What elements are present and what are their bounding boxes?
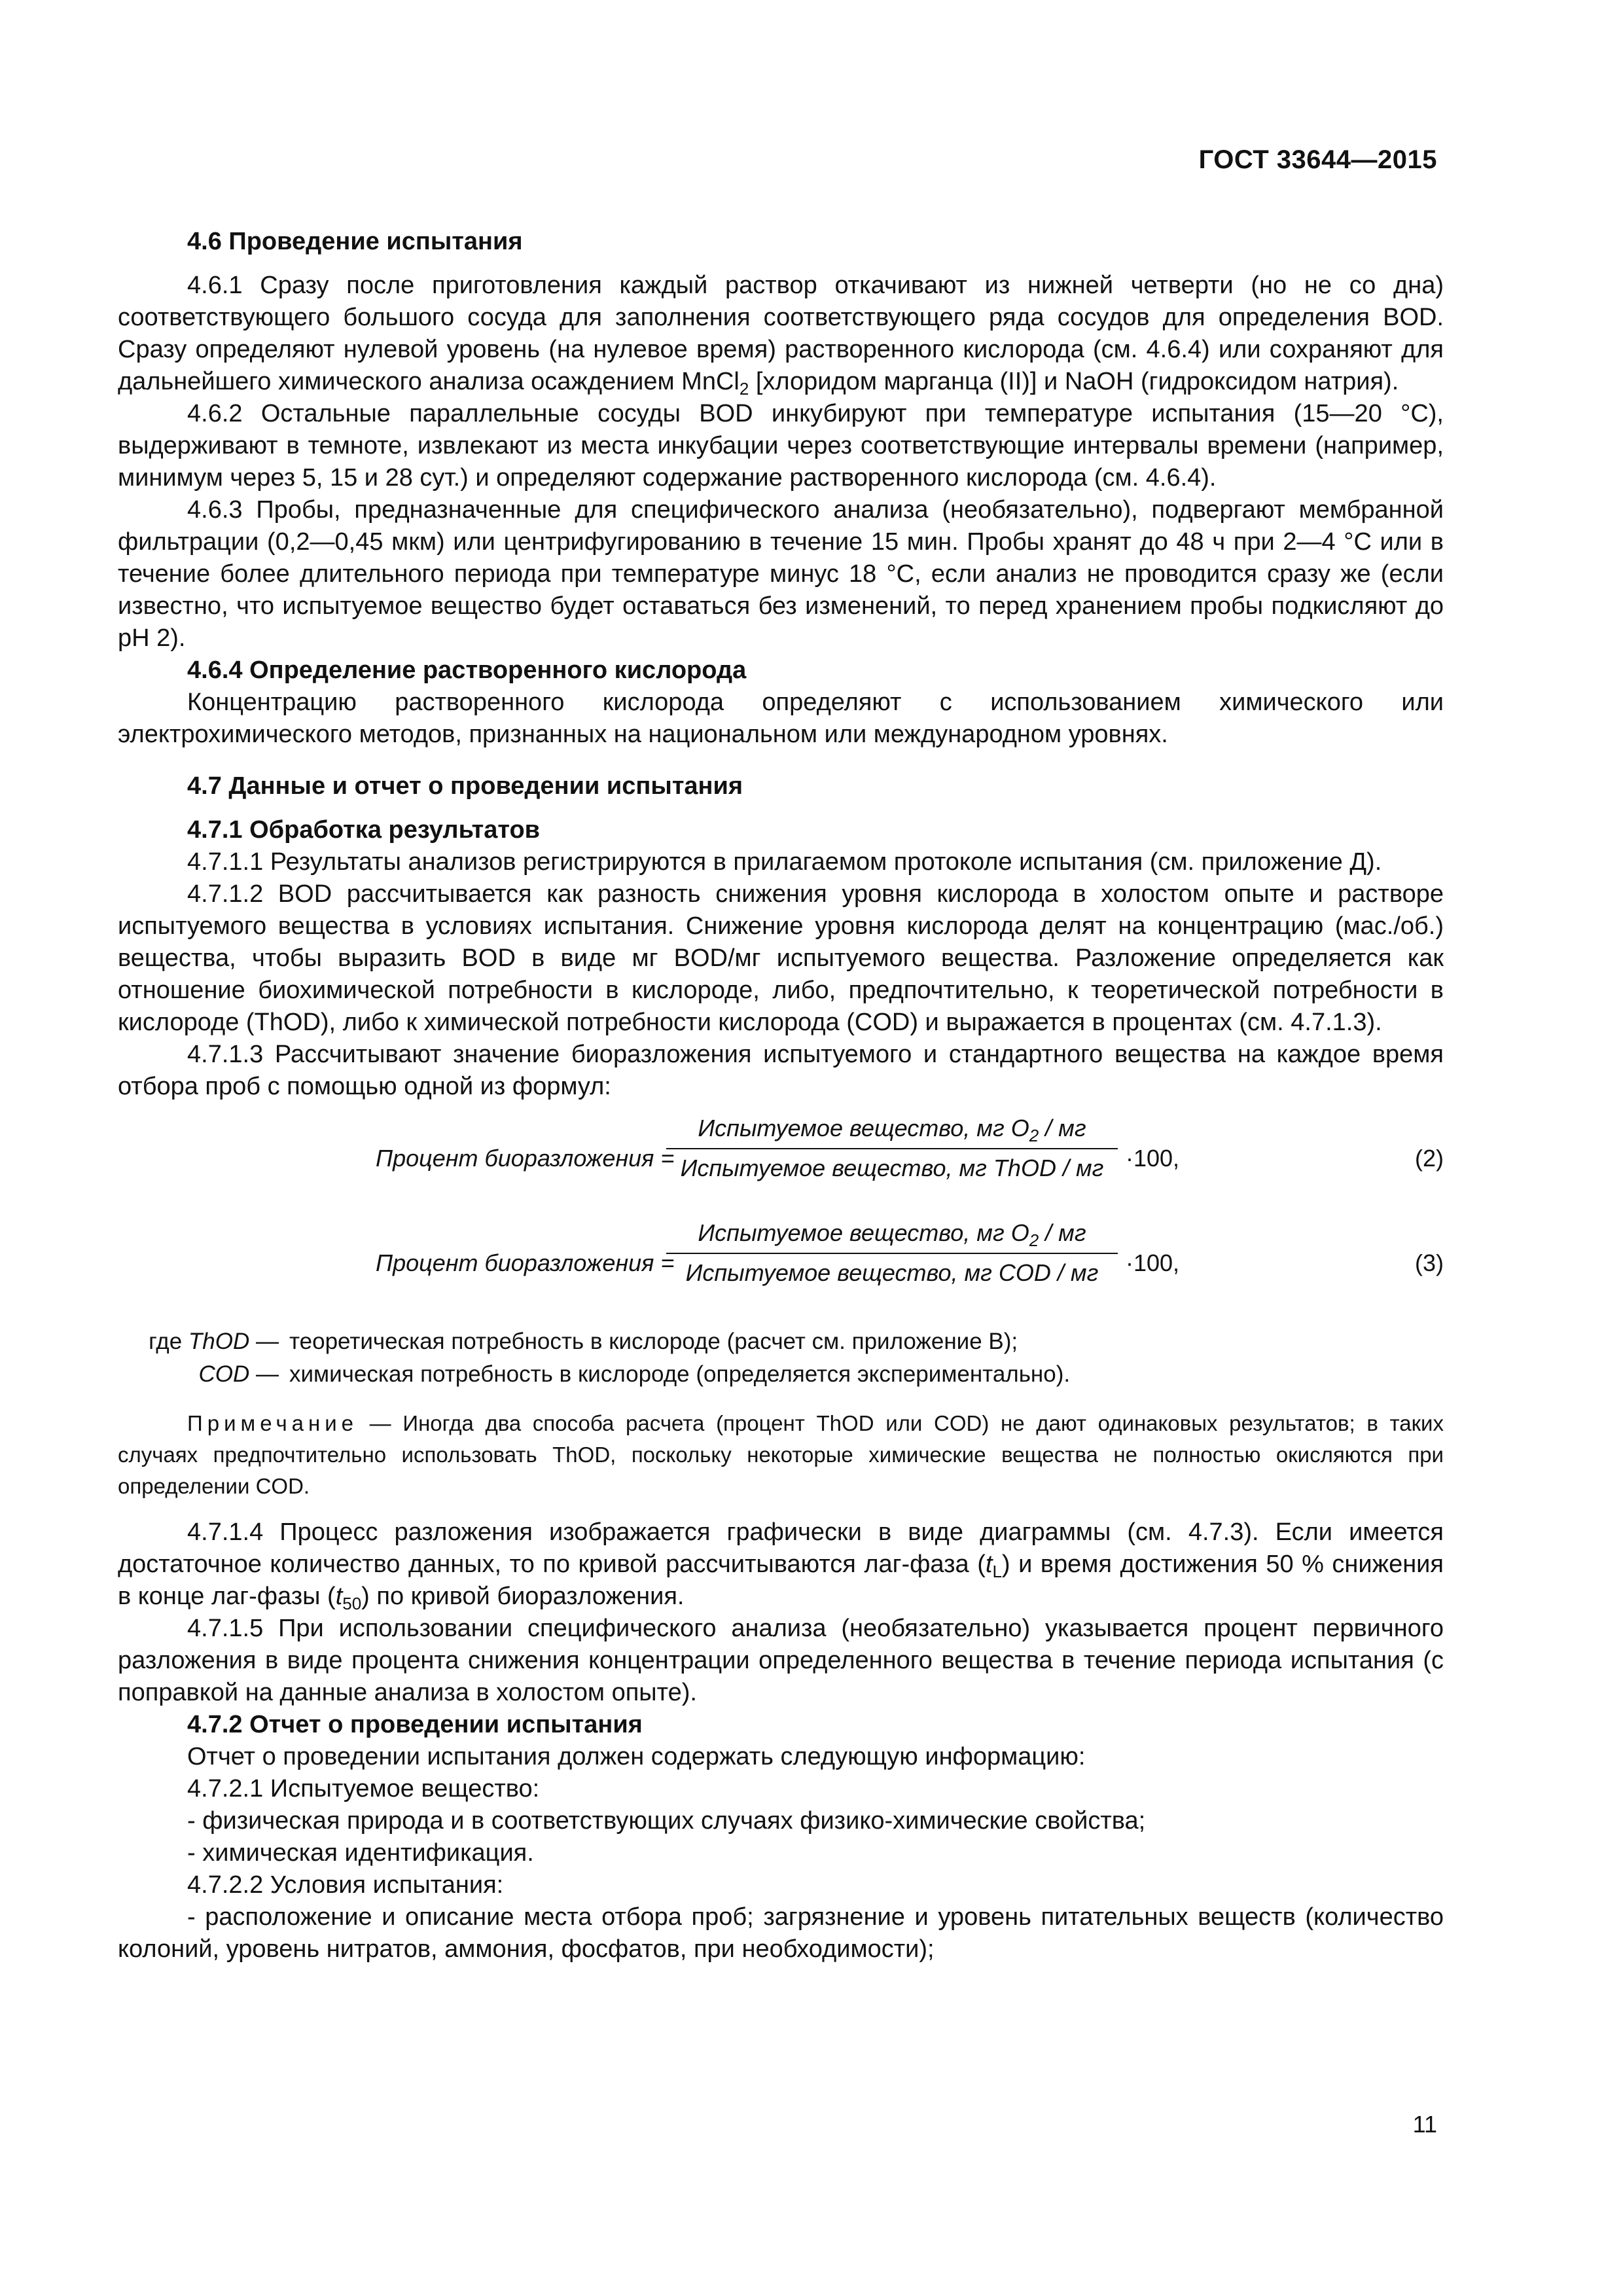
- paragraph-4-7-1-4: 4.7.1.4 Процесс разложения изображается графически в виде диаграммы (см. 4.7.3). Если имеется достаточное количество данных, то по кривой рассчитываются лаг-фаза $(t_L)$ и время достижения 50 % снижения в конце лаг-фазы $(t_{50})$ по кривой биоразложения.: [118, 1518, 1444, 1613]
- formula-2-fraction: [666, 1112, 1118, 1184]
- definition-term: COD: [198, 1361, 250, 1387]
- definition-text: теоретическая потребность в кислороде (расчет см. приложение В);: [289, 1329, 1018, 1354]
- paragraph-4-7-1-2: 4.7.1.2 BOD рассчитывается как разность снижения уровня кислорода в холостом опыте и растворе испытуемого вещества в условиях испытания. Снижение уровня кислорода делят на концентрацию (мас./об.) вещества, чтобы выразить BOD в виде мг BOD/мг испытуемого вещества. Разложение определяется как отношение биохимической потребности в кислороде, либо, предпочтительно, к теоретической потребности в кислороде (ThOD), либо к химической потребности кислорода (COD) и выражается в процентах (см. 4.7.1.3).: [118, 880, 1444, 1036]
- note-block: [118, 1408, 1444, 1502]
- standard-code: ГОСТ 33644—2015: [1198, 145, 1437, 174]
- paragraph-4-6-2: 4.6.2 Остальные параллельные сосуды BOD инкубируют при температуре испытания (15—20 °С), выдерживают в темноте, извлекают из места инкубации через соответствующие интервалы времени (например, минимум через 5, 15 и 28 сут.) и определяют содержание растворенного кислорода (см. 4.6.4).: [118, 400, 1444, 492]
- paragraph-4-6-3: 4.6.3 Пробы, предназначенные для специфического анализа (необязательно), подвергают мембранной фильтрации (0,2—0,45 мкм) или центрифугированию в течение 15 мин. Пробы хранят до 48 ч при 2—4 °С или в течение более длительного периода при температуре минус 18 °С, если анализ не проводится сразу же (если известно, что испытуемое вещество будет оставаться без изменений, то перед хранением пробы подкисляют до рН 2).: [118, 496, 1444, 652]
- formula-3-lhs: Процент биоразложения =: [376, 1249, 675, 1276]
- formula-3-numerator: Испытуемое вещество, мг $O_2$ / мг: [666, 1217, 1118, 1254]
- paragraph-4-6-4: Концентрацию растворенного кислорода определяют с использованием химического или электрохимического методов, признанных на национальном или международном уровнях.: [118, 689, 1444, 748]
- list-item: - расположение и описание места отбора проб; загрязнение и уровень питательных веществ (количество колоний, уровень нитратов, аммония, фосфатов, при необходимости);: [118, 1903, 1444, 1963]
- heading-4-7-2: 4.7.2 Отчет о проведении испытания: [187, 1711, 643, 1738]
- formula-3: [118, 1214, 1444, 1312]
- heading-4-7-1: 4.7.1 Обработка результатов: [187, 816, 541, 844]
- note-text: — Иногда два способа расчета (процент ThOD или COD) не дают одинаковых результатов; в таких случаях предпочтительно использовать ThOD, поскольку некоторые химические вещества не полностью окисляются при определении COD.: [118, 1411, 1444, 1498]
- main-text: [118, 226, 1444, 1965]
- definition-term: ThOD: [188, 1329, 250, 1354]
- formula-3-number: (3): [1415, 1249, 1444, 1276]
- formula-2-number: (2): [1415, 1145, 1444, 1172]
- heading-4-6-4: 4.6.4 Определение растворенного кислорода: [187, 656, 747, 684]
- paragraph-report-intro: Отчет о проведении испытания должен содержать следующую информацию:: [187, 1743, 1086, 1770]
- section-4-7-title: 4.7 Данные и отчет о проведении испытания: [187, 772, 743, 800]
- definitions-list: [118, 1325, 1444, 1391]
- list-item: - физическая природа и в соответствующих случаях физико-химические свойства;: [187, 1807, 1146, 1835]
- formula-3-multiplier: ·100,: [1126, 1249, 1180, 1276]
- list-item: - химическая идентификация.: [187, 1839, 534, 1867]
- section-4-6-title: 4.6 Проведение испытания: [187, 228, 523, 255]
- definition-row: COD — химическая потребность в кислороде (определяется экспериментально).: [118, 1358, 1444, 1391]
- formula-3-denominator: Испытуемое вещество, мг COD / мг: [685, 1259, 1099, 1286]
- definition-text: химическая потребность в кислороде (определяется экспериментально).: [289, 1361, 1071, 1387]
- page-number: 11: [1412, 2111, 1437, 2138]
- note-label: Примечание: [187, 1411, 359, 1435]
- paragraph-4-7-1-5: 4.7.1.5 При использовании специфического анализа (необязательно) указывается процент первичного разложения в виде процента снижения концентрации определенного вещества в течение периода испытания (с поправкой на данные анализа в холостом опыте).: [118, 1615, 1444, 1706]
- paragraph-4-7-1-3: 4.7.1.3 Рассчитывают значение биоразложения испытуемого и стандартного вещества на каждое время отбора проб с помощью одной из формул:: [118, 1041, 1444, 1100]
- formula-2-denominator: Испытуемое вещество, мг ThOD / мг: [680, 1155, 1104, 1181]
- formula-2-numerator: Испытуемое вещество, мг $O_2$ / мг: [666, 1112, 1118, 1149]
- paragraph-4-7-2-2: 4.7.2.2 Условия испытания:: [187, 1871, 504, 1899]
- formula-2-multiplier: ·100,: [1126, 1145, 1180, 1172]
- formula-2-lhs: Процент биоразложения =: [376, 1145, 675, 1172]
- definition-row: где ThOD — теоретическая потребность в кислороде (расчет см. приложение В);: [118, 1325, 1444, 1358]
- formula-3-fraction: [666, 1217, 1118, 1289]
- formula-2: [118, 1109, 1444, 1208]
- paragraph-4-7-2-1: 4.7.2.1 Испытуемое вещество:: [187, 1775, 540, 1803]
- paragraph-4-6-1: 4.6.1 Сразу после приготовления каждый раствор откачивают из нижней четверти (но не со дна) соответствующего большого сосуда для заполнения соответствующего ряда сосудов для определения BOD. Сразу определяют нулевой уровень (на нулевое время) растворенного кислорода (см. 4.6.4) или сохраняют для дальнейшего химического анализа осаждением MnCl$_2$ [хлоридом марганца (II)] и NaOH (гидроксидом натрия).: [118, 272, 1444, 399]
- paragraph-4-7-1-1: 4.7.1.1 Результаты анализов регистрируются в прилагаемом протоколе испытания (см. приложение Д).: [187, 848, 1382, 876]
